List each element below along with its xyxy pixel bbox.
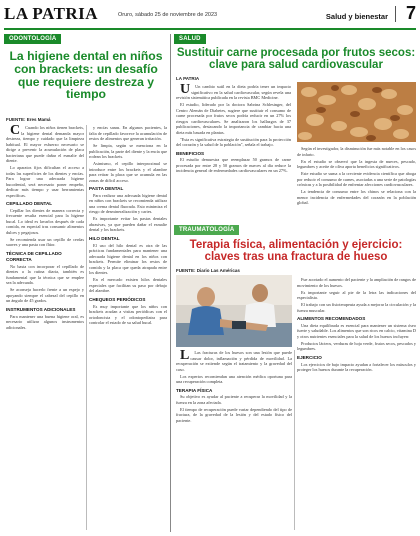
paragraph: Para mantener una buena higiene oral, es necesario utilizar algunos instrumentos adicionales.	[6, 313, 84, 330]
paragraph: Su objetivo es ayudar al paciente a recuperar la movilidad y la fuerza en la zona afectada.	[176, 394, 292, 405]
fracture-article-column-2	[297, 277, 416, 532]
drop-cap: C	[10, 125, 21, 138]
paragraph: U Un cambio sutil en la dieta podría tener un impacto significativo en la salud cardiovascular, según revela una revisión sistemática publicada en la revista BMC Medicine.	[176, 84, 291, 100]
paragraph: C Cuando los niños tienen brackets, la higiene dental demanda mayor destreza, tiempo y cuidado que la limpieza habitual. El mayor esfuerzo necesario se dirige a prevenir la acumulación de placa bacteriana que puede dañar el esmalte del diente.	[6, 125, 84, 163]
drop-cap: U	[180, 84, 191, 97]
paragraph: Los ejercicios de bajo impacto ayudan a fortalecer los músculos y proteger los huesos durante la recuperación.	[297, 361, 416, 373]
subheading: ALIMENTOS RECOMENDADOS	[297, 316, 366, 321]
fracture-article-column-1	[176, 350, 292, 532]
paragraph: Es importante seguir al pie de la letra las indicaciones del especialista.	[297, 289, 416, 300]
paragraph: Una dieta equilibrada es esencial para mantener un sistema óseo fuerte y saludable. Los alimentos que son ricos en calcio, vitamina D y otros nutrientes esenciales para la salud de los huesos incluyen:	[297, 322, 416, 339]
subheading: CEPILLADO DENTAL	[6, 201, 53, 206]
left-article-column-2	[89, 125, 167, 533]
nuts-photo	[297, 82, 416, 142]
paragraph: Se aconseja hacerlo frente a un espejo y apoyando siempre el cabezal del cepillo en un ángulo de 45 grados.	[6, 287, 84, 304]
paragraph: Lo aparatos fijos dificultan el acceso a todas las superficies de los dientes y encías. Para lograr una adecuada higiene bucodental, será necesario poner empeño, dedicar más tiempo y usar herramientas específicas.	[6, 165, 84, 198]
header-rule	[4, 28, 416, 30]
newspaper-logo: LA PATRIA	[4, 4, 99, 23]
header-divider	[395, 6, 396, 22]
paragraph: El estudio demuestra que reemplazar 50 gramos de carne procesada por entre 28 y 50 gramos de nueces al día reduce la incidencia general de enfermedades cardiovasculares en un 27%.	[176, 157, 291, 174]
paragraph: Este estudio se suma a la creciente evidencia científica que aboga por reducir el consumo de carnes, asociadas a una serie de patologías crónicas y a la posibilidad de enfrentar afecciones cardiovasculares.	[297, 171, 416, 187]
subheading: BENEFICIOS	[176, 150, 205, 156]
paragraph: Asimismo, el cepillo interproximal se introduce entre los brackets y el alambre para retirar la placa que se acumula en las zonas de difícil acceso.	[89, 161, 167, 183]
paragraph: Se recomienda usar un cepillo de cerdas suaves y una pasta con flúor.	[6, 236, 84, 248]
paragraph: La tendencia de consumo entre los chinos se relaciona con la menor incidencia de enfermedades del corazón en la población global.	[297, 189, 416, 205]
subheading: INSTRUMENTOS ADICIONALES	[6, 306, 76, 312]
paragraph: El uso del hilo dental es otra de las prácticas fundamentales para mantener una adecuada higiene dental en los niños con brackets. Permite eliminar los restos de comida y la placa que queda atrapada entre los dientes.	[89, 242, 167, 276]
subheading: TERAPIA FÍSICA	[176, 387, 213, 393]
drop-cap: L	[180, 350, 190, 363]
subheading: TÉCNICA DE CEPILLADO CORRECTA	[6, 250, 62, 262]
column-divider	[86, 125, 87, 530]
section-tag-traumatologia: TRAUMATOLOGÍA	[174, 225, 239, 235]
article-byline-fracture: FUENTE: Diario Las Américas	[176, 268, 240, 273]
paragraph: Según el investigador, la disminución fue más notable en los casos de infarto.	[297, 146, 416, 157]
page-column-divider	[170, 34, 171, 532]
issue-date: Oruro, sábado 25 de noviembre de 2023	[118, 12, 218, 18]
subheading: CHEQUEOS PERIÓDICOS	[89, 296, 146, 302]
subheading: EJERCICIO	[297, 354, 322, 360]
paragraph: El trabajo con un fisioterapeuta ayuda a mejorar la circulación y la fuerza muscular.	[297, 302, 416, 313]
paragraph: Cepillar los dientes de manera correcta y frecuente resulta esencial para la higiene bucal. Lo ideal es lavarlos después de cada comida, en especial tras consumir alimentos dulces y pegajosos.	[6, 207, 84, 235]
paragraph: Productos lácteos, verduras de hoja verde, frutos secos, pescados y legumbres.	[297, 340, 416, 352]
paragraph: Es muy importante que los niños con brackets acudan a visitas periódicas con el ortodoncista y el odontopediatra para controlar el estado de su salud bucal.	[89, 303, 167, 326]
nuts-article-column-2	[297, 146, 416, 221]
paragraph: El estudio, liderado por la doctora Sabrina Schlesinger, del Centro Alemán de Diabetes, sugiere que sustituir el consumo de carne procesada por frutos secos podría reducir en un 27% los riesgos cardiovasculares. Se analizaron los hallazgos de 37 publicaciones, destacando la importancia de cambiar hacia una dieta más basada en plantas.	[176, 102, 291, 135]
left-article-column-1	[6, 125, 84, 533]
paragraph: El tiempo de recuperación puede variar dependiendo del tipo de fractura, de la gravedad de la lesión y del estado físico del paciente.	[176, 406, 292, 423]
subheading: HILO DENTAL	[89, 235, 120, 241]
paragraph: Los expertos recomiendan una atención médica oportuna para una recuperación completa.	[176, 373, 292, 384]
column-divider	[294, 350, 295, 530]
paragraph: No basta con incorporar el cepillado de dientes a la rutina diaria, también es fundamental que la técnica que se emplee sea la adecuada.	[6, 263, 84, 286]
paragraph: En el mercado existen hilos dentales especiales que facilitan su paso por debajo del alambre.	[89, 277, 167, 294]
article-headline-fracture[interactable]: Terapia física, alimentación y ejercicio: claves tras una fractura de hueso	[189, 239, 403, 264]
paragraph: Para realizar una adecuada higiene dental en niños con brackets se recomienda utilizar una crema dental fluorada. Esto minimiza el riesgo de desmineralización y caries.	[89, 192, 167, 215]
section-tag-salud: SALUD	[174, 34, 206, 44]
paragraph: Fue acortado el aumento del paciente y la ampliación de rangos de movimiento de los huesos.	[297, 277, 416, 288]
paragraph: Se limpia, según se menciona en la publicación, la parte del diente y la encía que rodean los brackets.	[89, 143, 167, 159]
paragraph: Es importante evitar las pastas dentales abrasivas, ya que pueden dañar el esmalte dental y los brackets.	[89, 216, 167, 233]
article-byline-left: FUENTE: Eres Mamá	[6, 117, 51, 122]
section-title: Salud y bienestar	[325, 12, 388, 21]
subheading: PASTA DENTAL	[89, 186, 124, 191]
masthead	[0, 0, 420, 26]
article-headline-left[interactable]: La higiene dental en niños con brackets: un desafío que requiere destreza y tiempo	[9, 49, 163, 102]
paragraph: En el estudio se observó que la ingesta de nueces, pescado, legumbres y aceite de oliva aporta beneficios significativos.	[297, 158, 416, 169]
section-tag-odontologia: ODONTOLOGÍA	[4, 34, 61, 44]
article-headline-nuts[interactable]: Sustituir carne procesada por frutos secos: clave para salud cardiovascular	[176, 47, 416, 72]
article-byline-nuts: LA PATRIA	[176, 76, 200, 81]
physical-therapy-photo	[176, 275, 292, 347]
nuts-article-column-1	[176, 84, 291, 219]
page-number: 7	[405, 3, 416, 23]
paragraph: "Esta es significativa estrategia de sustitución para la protección del corazón y la salud de la población", señala el trabajo.	[176, 136, 291, 147]
paragraph: L Las fracturas de los huesos son una lesión que puede causar dolor, inflamación y pérdida de movilidad. La recuperación se extiende según el tratamiento y la gravedad del caso.	[176, 350, 292, 372]
paragraph: y encías sanas. En algunos pacientes, la falta de cepillado favorece la acumulación de restos de alimentos que generan irritación.	[89, 125, 167, 141]
